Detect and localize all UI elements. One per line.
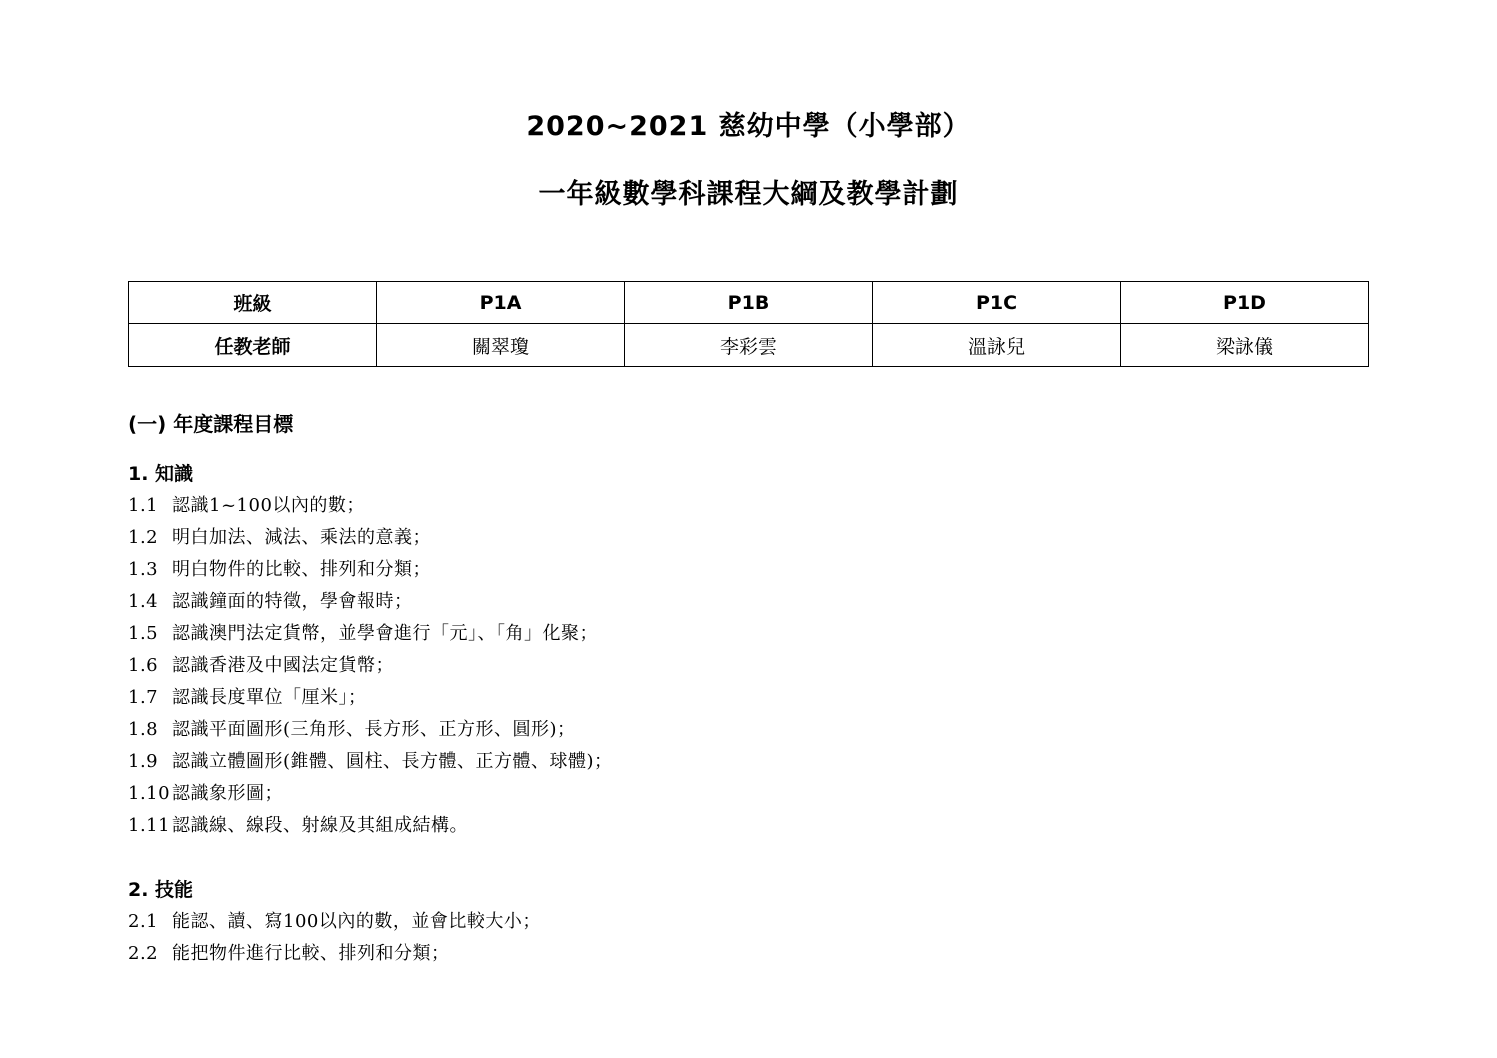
- item-text: 明白加法、減法、乘法的意義；: [172, 527, 431, 548]
- skills-list: [128, 906, 541, 970]
- item-text: 認識立體圖形(錐體、圓柱、長方體、正方體、球體)；: [172, 751, 613, 772]
- list-item: [128, 906, 541, 938]
- item-number: 1.3: [128, 559, 159, 580]
- item-text: 認識1~100以內的數；: [172, 495, 365, 516]
- item-text: 認識長度單位「厘米」；: [172, 687, 367, 708]
- row-header-class: 班級: [129, 282, 377, 324]
- list-item: [128, 650, 613, 682]
- class-cell: P1B: [625, 282, 873, 324]
- knowledge-list: [128, 490, 613, 842]
- list-item: [128, 586, 613, 618]
- list-item: [128, 746, 613, 778]
- item-text: 認識鐘面的特徵，學會報時；: [172, 591, 413, 612]
- table-row-classes: [129, 282, 1369, 324]
- list-item: [128, 938, 541, 970]
- item-number: 2.1: [128, 911, 159, 932]
- item-number: 1.5: [128, 623, 159, 644]
- item-number: 1.7: [128, 687, 159, 708]
- table-row-teachers: [129, 324, 1369, 367]
- item-number: 2.2: [128, 943, 159, 964]
- item-text: 能認、讀、寫100以內的數，並會比較大小；: [172, 911, 541, 932]
- item-text: 能把物件進行比較、排列和分類；: [172, 943, 450, 964]
- teacher-cell: 李彩雲: [625, 324, 873, 367]
- teacher-cell: 溫詠兒: [873, 324, 1121, 367]
- document-title: 2020~2021 慈幼中學（小學部）: [526, 111, 971, 142]
- item-text: 認識澳門法定貨幣，並學會進行「元」、「角」化聚；: [172, 623, 598, 644]
- item-text: 認識平面圖形(三角形、長方形、正方形、圓形)；: [172, 719, 576, 740]
- class-cell: P1D: [1121, 282, 1369, 324]
- item-text: 認識香港及中國法定貨幣；: [172, 655, 394, 676]
- list-item: [128, 618, 613, 650]
- item-text: 認識象形圖；: [172, 783, 283, 804]
- class-cell: P1C: [873, 282, 1121, 324]
- knowledge-heading: 1. 知識: [128, 463, 194, 485]
- list-item: [128, 682, 613, 714]
- list-item: [128, 490, 613, 522]
- document-subtitle: 一年級數學科課程大綱及教學計劃: [538, 179, 959, 210]
- item-number: 1.9: [128, 751, 159, 772]
- list-item: [128, 810, 613, 842]
- section-heading: (一) 年度課程目標: [128, 412, 294, 436]
- item-number: 1.1: [128, 495, 159, 516]
- list-item: [128, 714, 613, 746]
- list-item: [128, 778, 613, 810]
- item-number: 1.4: [128, 591, 159, 612]
- teacher-cell: 梁詠儀: [1121, 324, 1369, 367]
- row-header-teacher: 任教老師: [129, 324, 377, 367]
- item-number: 1.8: [128, 719, 159, 740]
- item-text: 認識線、線段、射線及其組成結構。: [172, 815, 468, 836]
- item-number: 1.6: [128, 655, 159, 676]
- item-number: 1.11: [128, 815, 171, 836]
- list-item: [128, 554, 613, 586]
- item-number: 1.2: [128, 527, 159, 548]
- skills-heading: 2. 技能: [128, 879, 194, 901]
- item-number: 1.10: [128, 783, 171, 804]
- list-item: [128, 522, 613, 554]
- class-cell: P1A: [377, 282, 625, 324]
- staff-table: [128, 281, 1369, 367]
- teacher-cell: 關翠瓊: [377, 324, 625, 367]
- item-text: 明白物件的比較、排列和分類；: [172, 559, 431, 580]
